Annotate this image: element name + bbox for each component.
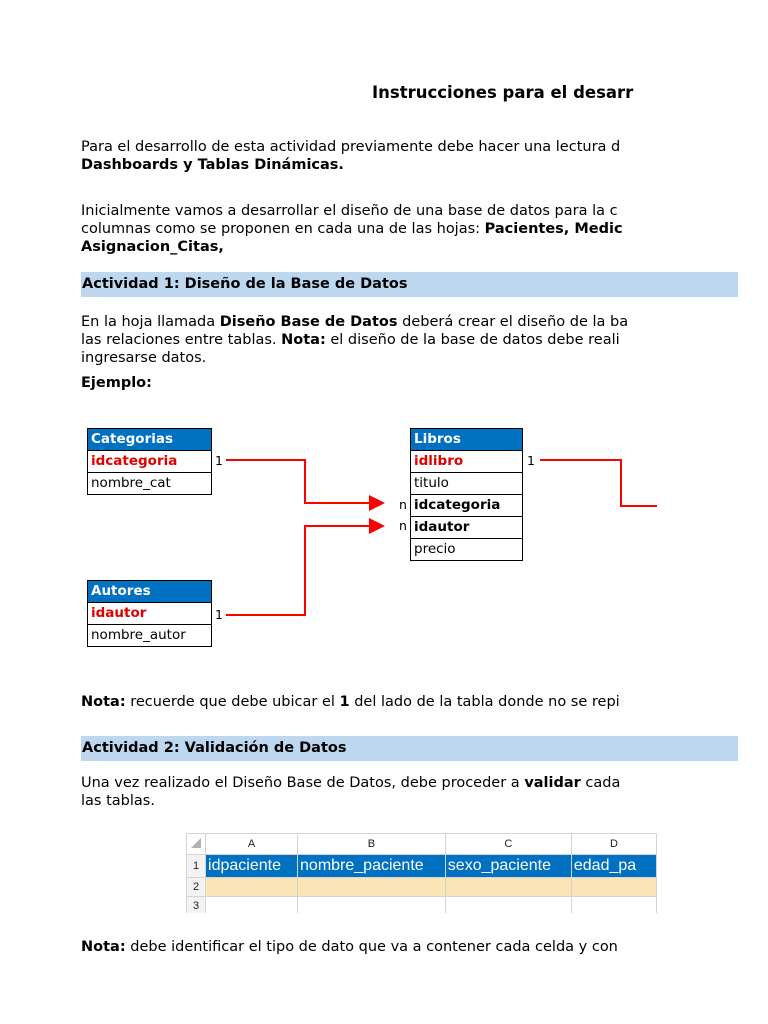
- table-field: nombre_autor: [88, 624, 211, 646]
- sheet-cell[interactable]: idpaciente: [206, 855, 298, 878]
- foreign-key-field: idautor: [411, 516, 522, 538]
- activity1-line-1: [81, 313, 659, 332]
- para2-line-3: Asignacion_Citas,: [81, 239, 224, 255]
- column-header[interactable]: C: [445, 834, 571, 855]
- er-table-autores: [87, 580, 212, 647]
- para2-line-2: [81, 220, 659, 239]
- table-field: titulo: [411, 472, 522, 494]
- activity1-line-1-b: Diseño Base de Datos: [219, 314, 398, 330]
- er-table-libros: [410, 428, 523, 561]
- activity2-line-1-b: validar: [524, 775, 581, 791]
- para2-line-1: Inicialmente vamos a desarrollar el diseño de una base de datos para la c: [81, 203, 618, 219]
- sheet-row: [187, 855, 657, 878]
- cardinality-one: 1: [527, 453, 535, 468]
- activity1-line-1-a: En la hoja llamada: [81, 314, 220, 330]
- sheet-cell[interactable]: [206, 897, 298, 914]
- sheet-cell[interactable]: [445, 897, 571, 914]
- column-header[interactable]: A: [206, 834, 298, 855]
- nota-2-text: debe identificar el tipo de dato que va a contener cada celda y con: [125, 939, 618, 955]
- table-header: Categorias: [88, 429, 211, 450]
- nota-1-text-b: del lado de la tabla donde no se repi: [349, 694, 620, 710]
- cardinality-many: n: [399, 518, 407, 533]
- cardinality-one: 1: [215, 607, 223, 622]
- row-header[interactable]: 2: [187, 878, 206, 897]
- activity2-line-1: [81, 774, 659, 793]
- table-field: nombre_cat: [88, 472, 211, 494]
- select-all-icon: [191, 838, 201, 848]
- sheet-cell[interactable]: [445, 878, 571, 897]
- nota-1: [81, 693, 659, 712]
- nota-2: [81, 938, 659, 957]
- activity1-line-2-a: las relaciones entre tablas.: [81, 332, 282, 348]
- activity1-line-3: ingresarse datos.: [81, 350, 207, 366]
- activity1-line-2: [81, 331, 659, 350]
- relation-line-libros-out: [540, 460, 657, 506]
- primary-key-field: idlibro: [411, 450, 522, 472]
- row-header[interactable]: 3: [187, 897, 206, 914]
- er-table-categorias: [87, 428, 212, 495]
- sheet-cell[interactable]: [298, 878, 446, 897]
- primary-key-field: idautor: [88, 602, 211, 624]
- table-header: Libros: [411, 429, 522, 450]
- primary-key-field: idcategoria: [88, 450, 211, 472]
- activity1-line-2-b: Nota:: [281, 332, 326, 348]
- table-header: Autores: [88, 581, 211, 602]
- foreign-key-field: idcategoria: [411, 494, 522, 516]
- cardinality-many: n: [399, 497, 407, 512]
- cardinality-one: 1: [215, 453, 223, 468]
- nota-1-text-a: recuerde que debe ubicar el: [125, 694, 340, 710]
- relation-line-autores-libros: [226, 526, 383, 615]
- spreadsheet-snippet: [186, 833, 657, 913]
- sheet-cell[interactable]: [571, 897, 656, 914]
- sheet-cell[interactable]: [571, 878, 656, 897]
- table-field: precio: [411, 538, 522, 560]
- nota-1-label: Nota:: [81, 694, 126, 710]
- column-header[interactable]: B: [298, 834, 446, 855]
- sheet-cell[interactable]: nombre_paciente: [298, 855, 446, 878]
- activity2-heading: Actividad 2: Validación de Datos: [81, 736, 738, 761]
- para2-line-2-bold: Pacientes, Medic: [484, 221, 623, 237]
- sheet-row: [187, 878, 657, 897]
- sheet-cell[interactable]: [206, 878, 298, 897]
- intro-line-1: Para el desarrollo de esta actividad previamente debe hacer una lectura d: [81, 139, 621, 155]
- sheet-cell[interactable]: sexo_paciente: [445, 855, 571, 878]
- nota-1-bold-one: 1: [339, 694, 350, 710]
- row-header[interactable]: 1: [187, 855, 206, 878]
- activity2-line-1-c: cada: [580, 775, 621, 791]
- activity1-line-2-c: el diseño de la base de datos debe reali: [325, 332, 620, 348]
- relation-line-categorias-libros: [226, 460, 383, 503]
- sheet-row: [187, 897, 657, 914]
- intro-line-2: Dashboards y Tablas Dinámicas.: [81, 157, 344, 173]
- nota-2-label: Nota:: [81, 939, 126, 955]
- select-all-corner[interactable]: [187, 834, 206, 855]
- sheet-cell[interactable]: edad_pa: [571, 855, 656, 878]
- activity2-line-1-a: Una vez realizado el Diseño Base de Datos, debe proceder a: [81, 775, 525, 791]
- activity1-line-1-c: deberá crear el diseño de la ba: [397, 314, 629, 330]
- para2-line-2-text: columnas como se proponen en cada una de las hojas:: [81, 221, 485, 237]
- activity1-heading: Actividad 1: Diseño de la Base de Datos: [81, 272, 738, 297]
- sheet-cell[interactable]: [298, 897, 446, 914]
- column-header[interactable]: D: [571, 834, 656, 855]
- column-header-row: [187, 834, 657, 855]
- example-label: Ejemplo:: [81, 375, 152, 391]
- activity2-line-2: las tablas.: [81, 793, 155, 809]
- page-title: Instrucciones para el desarr: [372, 83, 634, 102]
